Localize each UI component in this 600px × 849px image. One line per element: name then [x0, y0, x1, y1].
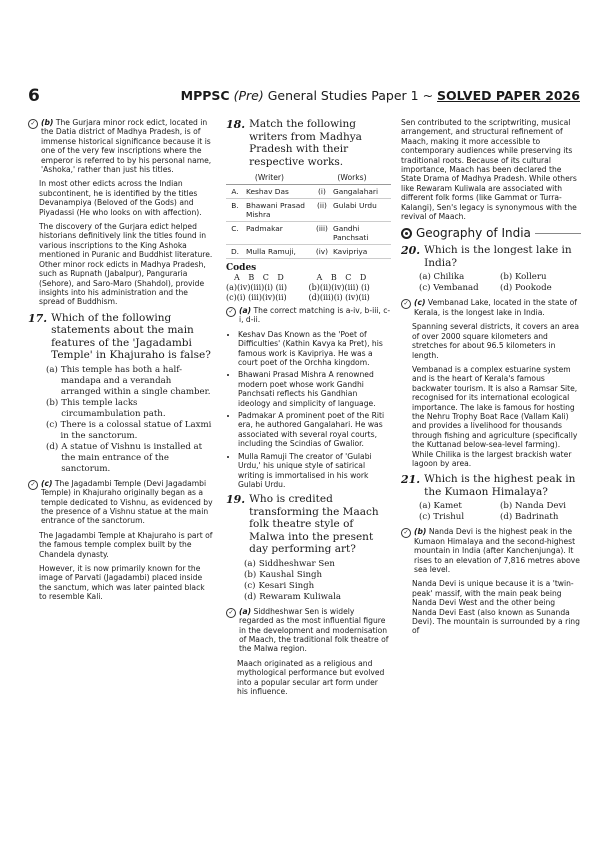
option-b: (b) Nanda Devi	[500, 501, 567, 512]
table-header-row	[226, 171, 391, 185]
header-title-pre: (Pre)	[233, 88, 264, 103]
question-20-number: 20.	[401, 244, 421, 258]
answer-check-icon: ✓	[226, 608, 236, 618]
option-c: (c) There is a colossal statue of Laxmi in the sanctorum.	[46, 419, 212, 441]
answer-16-para-3: The discovery of the Gurjara edict helped historians definitively link the titles found in various inscriptions to the King Ashoka mentioned in Puranic and Buddhist literature. Other minor rock edicts in Madhya Pradesh, such as Rupnath (Jabalpur), Panguraria (Sehore), and Saro-Maro (Shahdol), provide insights into his administration and the spread of Buddhism.	[39, 222, 213, 307]
answer-check-icon: ✓	[401, 299, 411, 309]
option-a: (a) Chilika	[419, 272, 465, 283]
option-c: (c) Vembanad	[419, 283, 479, 294]
answer-19	[226, 607, 391, 654]
answer-19-para-2: Maach originated as a religious and mythological performance but evolved into a popular secular art form under his influence.	[237, 658, 385, 697]
option-b: (b) This temple lacks circumambulation path.	[46, 397, 166, 419]
option-d: (d) Rewaram Kuliwala	[244, 591, 341, 602]
question-17-number: 17.	[28, 311, 48, 325]
answer-check-icon: ✓	[226, 307, 236, 317]
table-row: C. Padmakar (iii) Gandhi Panchsati	[226, 222, 391, 245]
code-b: (b)(ii)(iv)(iii) (i)	[308, 283, 370, 292]
column-1	[28, 118, 213, 607]
answer-check-icon: ✓	[28, 119, 38, 129]
header-title-b: General Studies Paper 1 ~	[267, 88, 434, 103]
answer-17-para-2: The Jagadambi Temple at Khajuraho is part of the famous temple complex built by the Chandela dynasty.	[39, 530, 213, 559]
list-item: • Bhawani Prasad Mishra A renowned modern poet whose work Gandhi Panchsati reflects his Gandhian ideology and simplicity of language.	[238, 370, 391, 408]
answer-16	[28, 118, 213, 174]
question-20-text: Which is the longest lake in India?	[424, 244, 572, 269]
option-d: (d) A statue of Vishnu is installed at the main entrance of the sanctorum.	[46, 441, 203, 474]
running-header	[181, 88, 580, 103]
codes-header-right: A B C D	[316, 273, 370, 282]
option-c: (c) Kesari Singh	[244, 580, 315, 591]
section-heading	[401, 226, 581, 240]
question-19	[226, 493, 391, 556]
answer-17-label: (c)	[41, 478, 53, 488]
section-divider	[535, 233, 581, 234]
answer-19-label: (a)	[239, 606, 252, 616]
question-21-number: 21.	[401, 473, 421, 487]
question-17-text: Which of the following statements about the main features of the 'Jagadambi Temple' in Khajuraho is false?	[51, 311, 211, 362]
table-row: A. Keshav Das (i) Gangalahari	[226, 185, 391, 199]
question-18	[226, 118, 391, 168]
answer-18-bullets	[226, 330, 391, 490]
codes-grid	[226, 273, 391, 303]
answer-17	[28, 479, 213, 526]
list-item: • Keshav Das Known as the 'Poet of Difficulties' (Kathin Kavya ka Pret), his famous work is Kavipriya. He was a court poet of the Orchha kingdom.	[238, 330, 391, 368]
answer-18	[226, 306, 391, 325]
code-c: (c)(i) (iii)(iv)(ii)	[226, 293, 287, 302]
question-18-number: 18.	[226, 118, 246, 131]
answer-21-para-2: Nanda Devi is unique because it is a 'twin-peak' massif, with the main peak being Nanda Devi West and the other being Nanda Devi East (also known as Sunanda Devi). The mountain is surrounded by a ring of	[412, 579, 580, 636]
question-21-text: Which is the highest peak in the Kumaon Himalaya?	[424, 473, 576, 498]
table-header-writer: (Writer)	[226, 171, 313, 185]
answer-17-text: The Jagadambi Temple (Devi Jagadambi Temple) in Khajuraho originally began as a temple dedicated to Vishnu, as evidenced by the presence of a Vishnu statue at the main entrance of the sanctorum.	[41, 478, 213, 526]
answer-16-para-2: In most other edicts across the Indian subcontinent, he is identified by the titles Devanampiya (Beloved of the Gods) and Piyadassi (He who looks on with affection).	[39, 179, 202, 217]
header-solved-paper: SOLVED PAPER 2026	[437, 88, 580, 103]
section-bullet-icon	[401, 228, 412, 239]
option-a: (a) Kamet	[419, 501, 462, 512]
question-21-options	[401, 501, 581, 523]
option-b: (b) Kaushal Singh	[244, 569, 323, 580]
option-c: (c) Trishul	[419, 512, 465, 523]
column-3	[401, 118, 581, 641]
answer-16-text: The Gurjara minor rock edict, located in the Datia district of Madhya Pradesh, is of immense historical significance because it is one of the very few inscriptions where the emperor is referred to by his personal name, 'Ashoka,' rather than just his titles.	[41, 118, 212, 175]
column-2	[226, 118, 391, 701]
section-title: Geography of India	[416, 226, 531, 241]
answer-21	[401, 527, 581, 574]
answer-19-continued: Sen contributed to the scriptwriting, musical arrangement, and structural refinement of Maach, making it more accessible to contemporary audiences while preserving its traditional roots. Because of its cultural importance, Maach has been declared the State Drama of Madhya Pradesh. While others like Rewaram Kuliwala are associated with different folk forms (like Gammat or Turra-Kalangi), Sen's legacy is synonymous with the revival of Maach.	[401, 118, 577, 222]
answer-19-text: Siddheshwar Sen is widely regarded as the most influential figure in the development and modernisation of Maach, the traditional folk theatre of the Malwa region.	[239, 606, 389, 654]
question-17	[28, 312, 213, 362]
answer-20-label: (c)	[414, 298, 426, 308]
page-number: 6	[28, 86, 40, 106]
answer-18-text: The correct matching is a-iv, b-iii, c-i, d-ii.	[239, 306, 391, 325]
answer-20	[401, 298, 581, 317]
question-20-options	[401, 272, 581, 294]
option-a: (a) Siddheshwar Sen	[244, 558, 335, 569]
answer-21-label: (b)	[414, 527, 427, 537]
option-a: (a) This temple has both a half-mandapa and a verandah arranged within a single chamber.	[46, 364, 211, 397]
answer-17-para-3: However, it is now primarily known for the image of Parvati (Jagadambi) placed inside the sanctum, which was later painted black to resemble Kali.	[39, 563, 205, 602]
table-row: D. Mulla Ramuji, (iv) Kavipriya	[226, 245, 391, 259]
answer-18-label: (a)	[239, 306, 252, 315]
code-a: (a)(iv)(iii)(i) (ii)	[226, 283, 287, 292]
answer-16-label: (b)	[41, 118, 54, 127]
question-19-options	[226, 559, 391, 603]
question-20	[401, 244, 581, 269]
question-21	[401, 473, 581, 498]
table-header-works: (Works)	[313, 171, 391, 185]
match-table	[226, 171, 391, 259]
option-d: (d) Pookode	[500, 283, 552, 294]
answer-20-para-2: Spanning several districts, it covers an area of over 2000 square kilometers and stretches for about 96.5 kilometers in length.	[412, 322, 579, 360]
question-19-number: 19.	[226, 493, 246, 507]
question-19-text: Who is credited transforming the Maach folk theatre style of Malwa into the present day performing art?	[249, 493, 379, 556]
answer-20-para-3: Vembanad is a complex estuarine system and is the heart of Kerala's famous backwater tourism. It is also a Ramsar Site, recognised for its international ecological importance. The lake is famous for hosting the Nehru Trophy Boat Race (Vallam Kali) and provides a livelihood for thousands through fishing and agriculture (specifically the Kuttanad below-sea-level farming). While Chilika is the largest brackish water lagoon by area.	[412, 364, 578, 468]
answer-21-text: Nanda Devi is the highest peak in the Kumaon Himalaya and the second-highest mountain in India (after Kanchenjunga). It rises to an elevation of 7,816 metres above sea level.	[414, 527, 580, 574]
question-18-text: Match the following writers from Madhya Pradesh with their respective works.	[249, 118, 362, 168]
question-17-options	[28, 365, 213, 475]
answer-20-text: Vembanad Lake, located in the state of Kerala, is the longest lake in India.	[414, 298, 577, 317]
answer-check-icon: ✓	[401, 528, 411, 538]
codes-header-left: A B C D	[234, 273, 287, 282]
list-item: • Mulla Ramuji The creator of 'Gulabi Urdu,' his unique style of satirical writing is immortalised in his work Gulabi Urdu.	[238, 452, 391, 490]
code-d: (d)(iii)(i) (iv)(ii)	[308, 293, 370, 302]
codes-title: Codes	[226, 263, 257, 273]
table-row: B. Bhawani Prasad Mishra (ii) Gulabi Urdu	[226, 199, 391, 222]
answer-check-icon: ✓	[28, 480, 38, 490]
header-title-a: MPPSC	[180, 88, 230, 103]
list-item: • Padmakar A prominent poet of the Riti era, he authored Gangalahari. He was associated with several royal courts, including the Scindias of Gwalior.	[238, 411, 391, 449]
option-d: (d) Badrinath	[500, 512, 559, 523]
option-b: (b) Kolleru	[500, 272, 547, 283]
